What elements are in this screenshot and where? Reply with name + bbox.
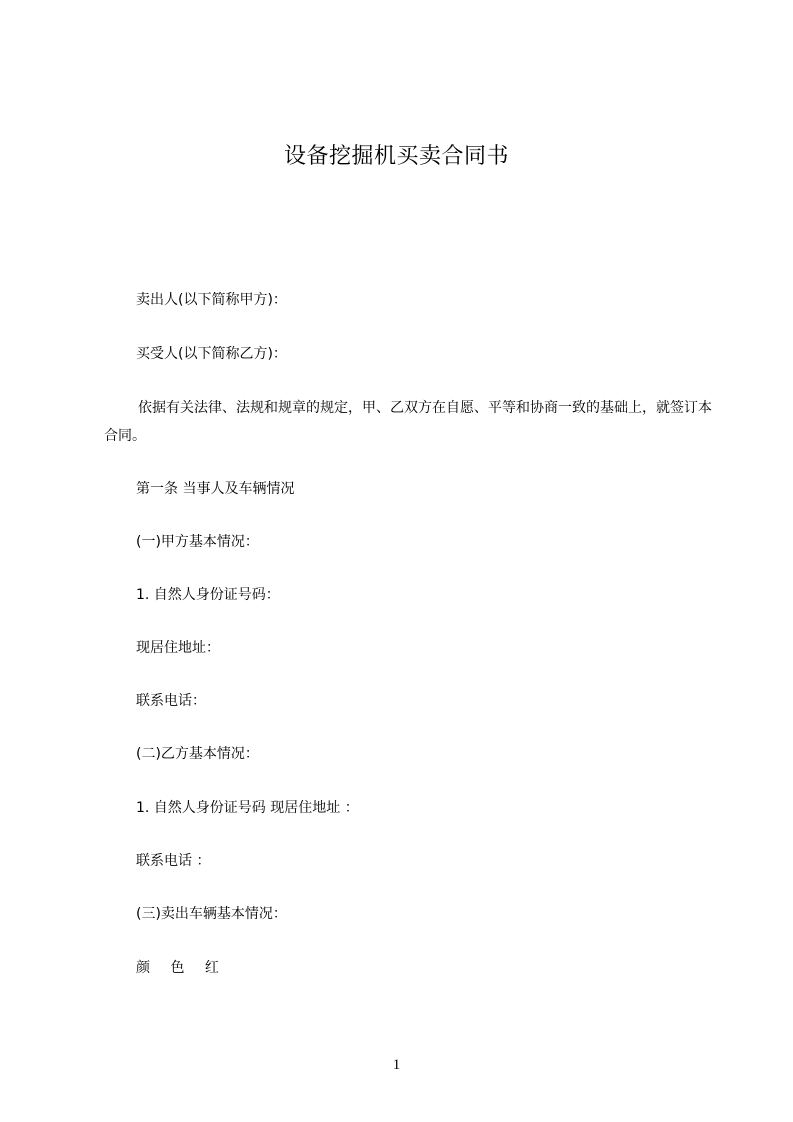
document-title: 设备挖掘机买卖合同书 (283, 144, 509, 169)
article-one-heading: 第一条 当事人及车辆情况 (136, 481, 295, 497)
party-a-address-field: 现居住地址： (136, 640, 220, 656)
party-a-phone-field: 联系电话： (136, 693, 206, 709)
party-b-id-address-field: 1. 自然人身份证号码 现居住地址 ： (136, 800, 359, 816)
buyer-line: 买受人(以下简称乙方)： (136, 346, 287, 362)
intro-paragraph (104, 394, 714, 450)
seller-line: 卖出人(以下简称甲方)： (136, 292, 287, 308)
vehicle-color-field: 颜 色 红 (136, 960, 227, 976)
intro-text: 依据有关法律、法规和规章的规定，甲、乙双方在自愿、平等和协商一致的基础上，就签订本合同。 (104, 400, 712, 444)
party-b-heading: (二)乙方基本情况： (136, 746, 259, 762)
page-number: 1 (392, 1057, 401, 1073)
party-a-heading: (一)甲方基本情况： (136, 534, 259, 550)
vehicle-heading: (三)卖出车辆基本情况： (136, 906, 287, 922)
party-a-id-field: 1. 自然人身份证号码： (136, 587, 280, 603)
party-b-phone-field: 联系电话 ： (136, 853, 211, 869)
